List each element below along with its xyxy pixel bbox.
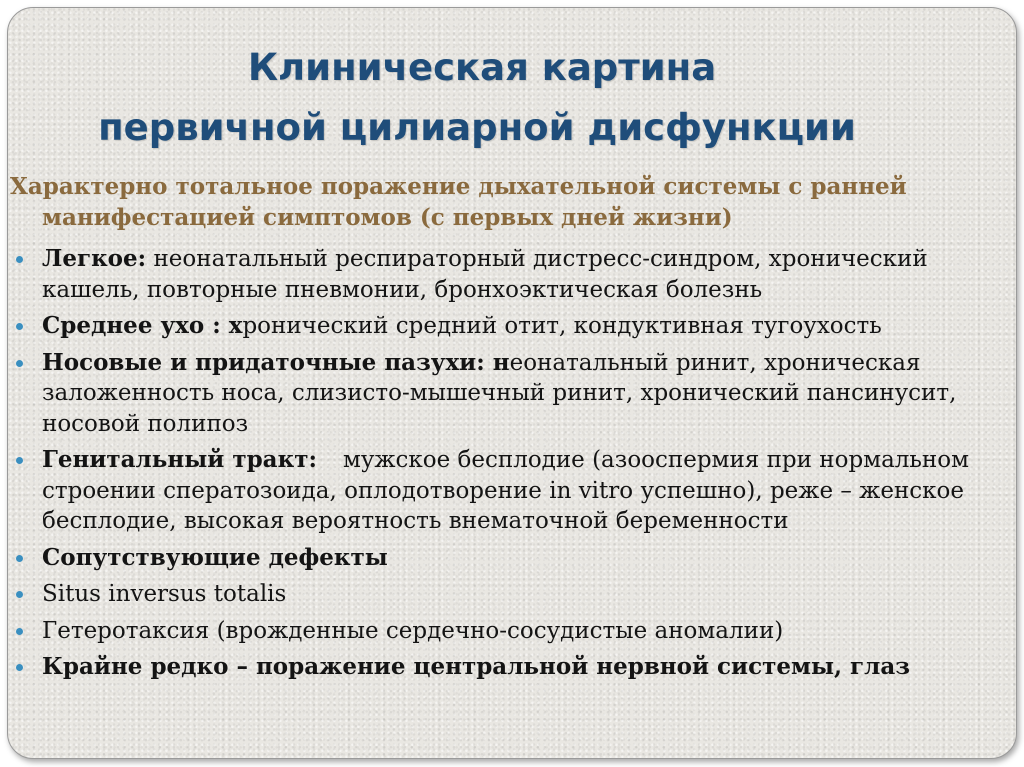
item-heading: Носовые и придаточные пазухи: н <box>42 348 510 376</box>
bullet-dot-icon <box>16 256 23 263</box>
list-item-lung <box>10 244 1000 305</box>
item-text: Гетеротаксия (врожденные сердечно-сосудистые аномалии) <box>42 617 784 644</box>
bullet-dot-icon <box>16 664 23 671</box>
bullet-dot-icon <box>16 628 23 635</box>
slide <box>7 7 1017 759</box>
list-item-defects <box>10 543 1000 574</box>
item-heading: Сопутствующие дефекты <box>42 543 388 571</box>
bullet-dot-icon <box>16 360 23 367</box>
title-line-2: первичной цилиарной дисфункции <box>98 106 856 149</box>
bullet-list <box>10 244 1000 689</box>
item-text: еонатальный ринит, хроническая заложенность носа, слизисто-мышечный ринит, хронический пансинусит, носовой полипоз <box>42 349 957 437</box>
bullet-dot-icon <box>16 555 23 562</box>
item-text: Situs inversus totalis <box>42 581 287 607</box>
list-item-genital <box>10 445 1000 537</box>
item-heading: Крайне редко – поражение центральной нервной системы, глаз <box>42 653 910 680</box>
item-heading: Легкое: <box>42 245 147 272</box>
item-text: неонатальный респираторный дистресс-синдром, хронический кашель, повторные пневмонии, бронхоэктическая болезнь <box>42 246 928 303</box>
list-item-situs <box>10 579 1000 610</box>
list-item-rare <box>10 652 1000 683</box>
bullet-dot-icon <box>16 323 23 330</box>
list-item-sinuses <box>10 348 1000 440</box>
slide-title <box>8 38 1016 158</box>
list-item-heterotaxy <box>10 616 1000 647</box>
item-heading: Среднее ухо : х <box>42 312 243 339</box>
bullet-dot-icon <box>16 591 23 598</box>
list-item-middle-ear <box>10 311 1000 342</box>
item-text: ронический средний отит, кондуктивная тугоухость <box>242 313 882 339</box>
bullet-dot-icon <box>16 457 23 464</box>
item-heading: Генитальный тракт: <box>42 446 317 473</box>
item-text: мужское бесплодие (азооспермия при нормальном строении сператозоида, оплодотворение in vitro успешно), реже – женское бесплодие, высокая вероятность внематочной беременности <box>42 447 969 534</box>
intro-text: Характерно тотальное поражение дыхательной системы с ранней манифестацией симптомов (с первых дней жизни) <box>10 173 907 231</box>
title-line-1: Клиническая картина <box>247 46 717 89</box>
